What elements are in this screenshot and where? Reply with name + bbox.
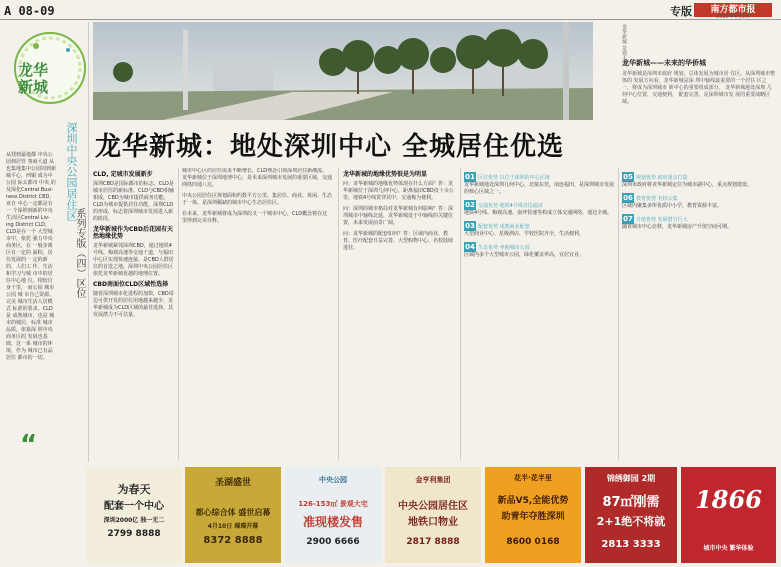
col1-para-2: 龙华新城紧邻深圳CBD，通过地铁4号线、梅观高速等交通干道，与福田中心区实现快速连接，是CBD人群居住的首选之地。深圳中央公园居住区依托龙华新城优越的地理位置。 — [93, 243, 174, 277]
ad-6-phone: 2813 3333 — [601, 539, 661, 550]
ad-5-phone: 8600 0168 — [506, 537, 560, 547]
ad-3-phone: 2900 6666 — [306, 537, 360, 547]
item-04: 04 生态优势 坐拥城市公园 — [465, 243, 530, 251]
article-column-1 — [93, 168, 175, 460]
quote-mark: “ — [20, 430, 38, 460]
ad-4-line3: 地铁口物业 — [408, 517, 458, 528]
ad-4-line2: 中央公园居住区 — [398, 501, 468, 512]
col2-para-3: 在未来，龙华新城将成为深圳的又一个城市中心，CLD概念将在这里得到完美诠释。 — [182, 211, 328, 224]
logo-text — [18, 62, 48, 96]
ad-5-line2: 新品V5,全能优势 — [497, 496, 569, 506]
item-01-text: 龙华新城地处深圳几何中心，北接东莞，南连福田，是深圳城市发展的核心区域之一。 — [464, 182, 614, 195]
ad-6-line1: 锦绣御园 2期 — [606, 474, 656, 483]
sidebar-box — [622, 58, 776, 164]
logo-line2: 新城 — [18, 78, 49, 96]
page-header — [0, 0, 781, 20]
col1-heading-3: CBD南面位CLD区域性选择 — [93, 281, 169, 288]
ad-4-phone: 2817 8888 — [406, 537, 460, 547]
item-02-text: 地铁4号线、梅观高速、南坪快速等构成立体交通网络，通达全城。 — [464, 210, 613, 216]
hero-photo — [93, 22, 593, 120]
intro-text: 从找到最地都 中央公园到居管 客商大道 从也集地集中公园周到新 城平心，西铜 成为中公园 际太都市 中央 的及深化Central Busi- ness District CBD，亚自 中心一定都是有一 个深圳到新的中央 生活区Central Liv- ing District CLD。 CLD是在一个 大型城市中，依托 强力中央商务区，在 一般步离区有一定的 面积，居住发展的一 定的新的，人们工 作、生活和学习与城 市中的居住中心地 位。相较自身千里， 而公园 城市公园 城 市自己资源，完美 城市生活人居模式 标准的要求。CLD是 成熟城市，也是 城市的城居，标准 城市品质，依靠深 圳中央商务区的 发展也基础，这一系 城市的环境，作为 城市已有品居住 都市的一切。 — [6, 152, 57, 361]
masthead: 南方都市报 — [694, 3, 772, 17]
ad-3[interactable] — [285, 467, 381, 563]
article-column-5 — [622, 168, 776, 460]
ad-strip — [86, 467, 776, 563]
col1-para-3: 随着深圳城市化进程的加快，CBD周边可供开发的居住用地越来越少，龙华新城成为CLD区域的最佳选择，其发展潜力不可估量。 — [93, 291, 174, 318]
sidebar-text: 龙华新城是深圳市政府 规划，总体发展为城市居 住区。从深圳城市整体的 发展方向看，龙华新城是深 圳中轴线最重要的一个居住 区之一，将成为深圳城市 新中心的重要组成部分。 龙华新城地处深圳 几何中心位置，交通便利， 配套完善，是深圳城市发 展的重要战略区域。 — [622, 71, 776, 105]
col3-para-2: 问：深圳的城市格局对龙华新城有何影响？答：深圳城市中轴线北延，龙华新城处于中轴线的关键位置，未来发展前景广阔。 — [343, 206, 454, 226]
main-headline: 龙华新城：地处深圳中心 全城居住优选 — [95, 132, 565, 162]
issue-date: 2010年4月3日 — [716, 14, 751, 20]
series-subtitle: 系列专版（四）区位 — [74, 208, 85, 298]
col1-heading-1: CLD, 定城市发展新步 — [93, 171, 153, 178]
item-06: 06 教育优势 名校云集 — [623, 194, 678, 202]
section-label: 专版 — [670, 5, 692, 18]
ad-5-line1: 花半·花半里 — [514, 474, 552, 482]
col2-para-2: 中央公园居住区规划面积约数平方公里，集居住、商业、休闲、生态于一体，是深圳稀缺的城市中心生态居住区。 — [182, 193, 332, 206]
ad-3-line3: 准现楼发售 — [302, 515, 363, 529]
ad-3-line2: 126-153㎡ 景观大宅 — [298, 500, 368, 508]
photo-caption: 龙华新城 景观大道 — [621, 24, 627, 66]
col3-para-3: 问：龙华新城的配套如何？答：区域内商业、教育、医疗配套日益完善，大型购物中心、名校陆续进驻。 — [343, 231, 454, 251]
item-02: 02 交通优势 地铁4号线直达福田 — [465, 201, 543, 209]
ad-2[interactable] — [185, 467, 281, 563]
logo-line1: 龙华 — [18, 61, 49, 79]
ad-2-line2: 都心综合体 盛世启幕 — [195, 508, 271, 517]
ad-1-phone: 2799 8888 — [107, 529, 161, 539]
ad-7[interactable] — [681, 467, 776, 563]
col2-para-1: 城市中心区的居住需求不断增长，CLD理念引领深圳居住新潮流。龙华新城位于深圳地理中心，是未来深圳城市发展的重要区域，交通网络四通八达。 — [182, 168, 332, 188]
col3-heading: 龙华新城的地缘优势很是为明显 — [343, 171, 428, 178]
ad-7-line2: 城市中央 繁华体验 — [703, 545, 754, 552]
article-column-4 — [464, 168, 614, 460]
ad-6-line2: 87㎡刚需 — [602, 495, 660, 510]
item-03: 03 配套优势 成熟商业配套 — [465, 222, 530, 230]
item-01: 01 区位优势 以位于深圳的中心区域 — [465, 173, 550, 181]
col1-heading-2: 龙华新城作为CBD后花园有天然地缘优势 — [93, 226, 173, 240]
ad-1[interactable] — [86, 467, 182, 563]
article-column-3 — [343, 168, 455, 460]
article-column-2 — [182, 168, 332, 460]
item-05-text: 深圳市政府将龙华新城定位为城市副中心，重点规划建设。 — [622, 182, 753, 188]
column-divider — [338, 168, 339, 460]
column-divider — [178, 168, 179, 460]
ad-6[interactable] — [585, 467, 677, 563]
item-07-text: 随着城市中心北移，龙华新城房产升值空间可期。 — [622, 224, 733, 230]
col3-para-1: 问：龙华新城的地缘优势体现在什么方面？答：龙华新城位于深圳几何中心，距离福田CBD仅十余公里，地铁4号线贯穿其中，交通极为便利。 — [343, 181, 454, 201]
item-03-text: 大型商业中心、星级酒店、学校医院齐全，生活便利。 — [464, 231, 585, 237]
column-divider — [618, 168, 619, 460]
col1-para-1: 深圳CBD是国际都市的标志，CLD是城市居住的新标准。CLD与CBD相辅相成，CBD为城市提供商务功能，CLD为城市提供居住功能。深圳CLD的形成，标志着深圳城市发展进入新的阶段。 — [93, 181, 174, 222]
series-title: 深圳中央公园居住区 — [65, 122, 78, 221]
ad-4[interactable] — [385, 467, 481, 563]
park-photo-illustration — [93, 22, 593, 120]
ad-2-line3: 4月10日 璀璨开幕 — [207, 523, 259, 530]
column-divider — [460, 168, 461, 460]
ad-2-line1: 圣湖盛世 — [214, 478, 251, 488]
ad-1-line1: 为春天 — [117, 483, 151, 496]
ad-7-line1: 1866 — [695, 485, 762, 514]
ad-1-line2: 配套一个中心 — [104, 501, 164, 512]
item-05: 05 规划优势 政府重点打造 — [623, 173, 688, 181]
ad-1-line3: 深圳2000亿 独一无二 — [103, 517, 165, 524]
item-07: 07 升值优势 发展潜力巨大 — [623, 215, 688, 223]
ad-4-line1: 金亨利集团 — [415, 476, 451, 484]
sidebar-title: 龙华新城——未来的华侨城 — [622, 59, 706, 67]
page-number: A 08-09 — [4, 4, 55, 18]
ad-6-line3: 2+1绝不将就 — [596, 515, 666, 528]
left-column — [4, 22, 89, 462]
ad-5[interactable] — [485, 467, 581, 563]
ad-2-phone: 8372 8888 — [203, 535, 263, 546]
item-06-text: 区域内聚集多所优质中小学，教育资源丰富。 — [622, 203, 723, 209]
ad-3-line1: 中央公园 — [319, 476, 347, 484]
item-04-text: 区域内多个大型城市公园，绿化覆盖率高，宜居宜业。 — [464, 252, 585, 258]
ad-5-line3: 助青年夺胜深圳 — [501, 512, 565, 522]
